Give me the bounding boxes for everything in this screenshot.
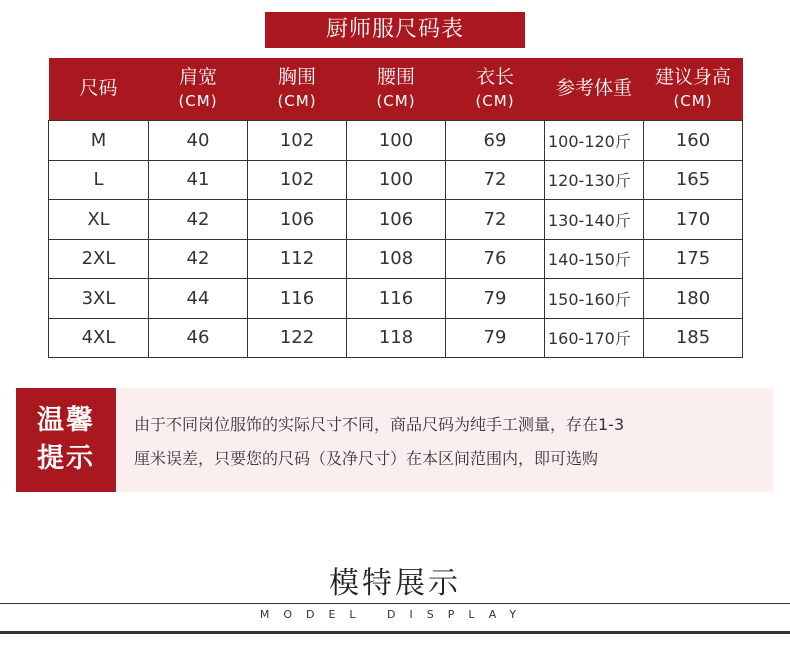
table-cell: 44 (149, 279, 248, 319)
tip-label-line2: 提示 (37, 443, 95, 474)
table-cell: 100 (347, 160, 446, 200)
tip-label-line1: 温馨 (37, 405, 95, 436)
table-cell: 130-140斤 (545, 200, 644, 240)
table-row (49, 239, 743, 279)
table-row (49, 318, 743, 358)
table-cell: 69 (446, 121, 545, 161)
table-row (49, 279, 743, 319)
table-cell: 100 (347, 121, 446, 161)
table-cell: 46 (149, 318, 248, 358)
table-cell: 42 (149, 200, 248, 240)
table-cell: 122 (248, 318, 347, 358)
header-waist: 腰围 (CM) (347, 58, 446, 121)
table-cell: 76 (446, 239, 545, 279)
tip-label (16, 388, 116, 492)
table-cell: 100-120斤 (545, 121, 644, 161)
table-cell: 79 (446, 318, 545, 358)
table-cell: 118 (347, 318, 446, 358)
header-chest: 胸围 (CM) (248, 58, 347, 121)
table-cell: 106 (248, 200, 347, 240)
model-display-subtitle: MODEL DISPLAY (259, 608, 531, 621)
header-height: 建议身高 (CM) (644, 58, 743, 121)
table-cell: 72 (446, 160, 545, 200)
header-length: 衣长 (CM) (446, 58, 545, 121)
table-cell: 41 (149, 160, 248, 200)
table-cell: 4XL (49, 318, 149, 358)
table-cell: 185 (644, 318, 743, 358)
header-weight: 参考体重 (545, 58, 644, 121)
table-cell: M (49, 121, 149, 161)
table-row (49, 200, 743, 240)
table-cell: XL (49, 200, 149, 240)
table-row (49, 121, 743, 161)
table-cell: 150-160斤 (545, 279, 644, 319)
table-row (49, 160, 743, 200)
tip-text-line2: 厘米误差，只要您的尺码（及净尺寸）在本区间范围内，即可选购 (134, 449, 599, 468)
model-display-title: 模特展示 (329, 566, 461, 601)
table-cell: 120-130斤 (545, 160, 644, 200)
table-cell: 116 (248, 279, 347, 319)
table-cell: 165 (644, 160, 743, 200)
table-header-row (49, 58, 743, 121)
size-chart-title: 厨师服尺码表 (265, 12, 525, 48)
table-cell: 112 (248, 239, 347, 279)
tip-text-line1: 由于不同岗位服饰的实际尺寸不同，商品尺码为纯手工测量，存在1-3 (134, 415, 625, 434)
table-cell: 116 (347, 279, 446, 319)
tip-box (16, 388, 773, 492)
table-cell: 160 (644, 121, 743, 161)
table-cell: 3XL (49, 279, 149, 319)
table-cell: 106 (347, 200, 446, 240)
size-table (48, 58, 743, 358)
tip-text (134, 408, 764, 476)
header-shoulder: 肩宽 (CM) (149, 58, 248, 121)
divider-bottom (0, 631, 790, 634)
table-cell: 170 (644, 200, 743, 240)
table-cell: 72 (446, 200, 545, 240)
table-cell: 40 (149, 121, 248, 161)
table-cell: 108 (347, 239, 446, 279)
header-size: 尺码 (49, 58, 149, 121)
table-cell: 180 (644, 279, 743, 319)
table-cell: 79 (446, 279, 545, 319)
table-cell: 2XL (49, 239, 149, 279)
table-cell: 102 (248, 160, 347, 200)
table-cell: 175 (644, 239, 743, 279)
table-cell: 140-150斤 (545, 239, 644, 279)
table-cell: 102 (248, 121, 347, 161)
table-cell: L (49, 160, 149, 200)
divider-top (0, 603, 790, 604)
table-cell: 42 (149, 239, 248, 279)
table-cell: 160-170斤 (545, 318, 644, 358)
